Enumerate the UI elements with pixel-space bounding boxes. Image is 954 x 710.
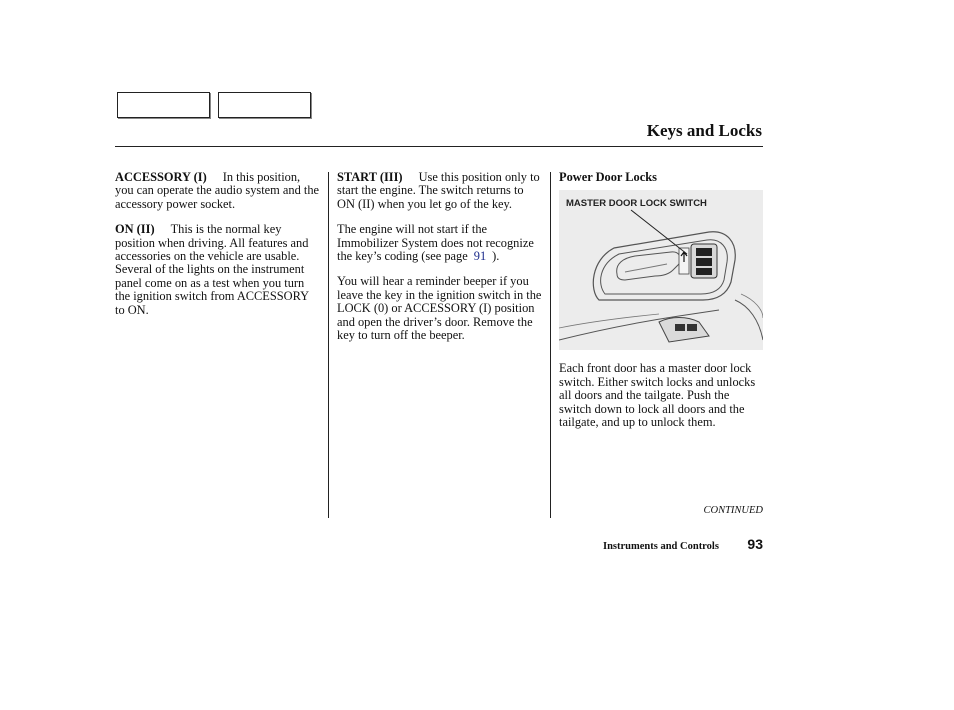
immobilizer-paragraph [337, 223, 542, 263]
immobilizer-text: The engine will not start if the Immobilizer System does not recognize the key’s coding (see page [337, 222, 534, 264]
section-heading: Power Door Locks [559, 170, 657, 184]
accessory-paragraph [115, 171, 320, 211]
nav-button-contents[interactable] [218, 92, 311, 118]
page-link-91[interactable]: 91 [473, 249, 487, 264]
accessory-term: ACCESSORY (I) [115, 170, 207, 184]
column-divider [328, 172, 329, 518]
column-divider [550, 172, 551, 518]
power-door-locks-text: Each front door has a master door lock switch. Either switch locks and unlocks all doors and the tailgate. Push the switch down to lock all doors and the tailgate, and up to unlock them. [559, 361, 756, 430]
on-text: This is the normal key position when driving. All features and accessories on the vehicle are usable. Several of the lights on the instrument panel come on as a test when you turn the ignition switch from ACCESSORY to ON. [115, 222, 309, 317]
on-paragraph [115, 223, 320, 317]
start-term: START (III) [337, 170, 403, 184]
beeper-paragraph: You will hear a reminder beeper if you leave the key in the ignition switch in the LOCK (0) or ACCESSORY (I) position and open the driver’s door. Remove the key to turn off the beeper. [337, 274, 542, 343]
column-3 [559, 171, 763, 441]
figure-label: MASTER DOOR LOCK SWITCH [566, 198, 707, 210]
on-term: ON (II) [115, 222, 155, 237]
immobilizer-text-end: ). [492, 249, 500, 264]
continued-label: CONTINUED [703, 505, 763, 516]
page-number: 93 [747, 536, 763, 552]
nav-button-previous[interactable] [117, 92, 210, 118]
column-2 [337, 171, 542, 354]
page-title: Keys and Locks [646, 121, 762, 140]
footer-section-name: Instruments and Controls [603, 541, 719, 552]
accessory-text: In this position, you can operate the audio system and the accessory power socket. [115, 170, 320, 211]
door-lock-figure [559, 190, 763, 350]
start-text: Use this position only to start the engine. The switch returns to ON (II) when you let go of the key. [337, 170, 540, 211]
column-1 [115, 171, 320, 329]
start-paragraph [337, 171, 542, 211]
door-panel-illustration [559, 190, 763, 350]
title-divider [115, 146, 763, 147]
